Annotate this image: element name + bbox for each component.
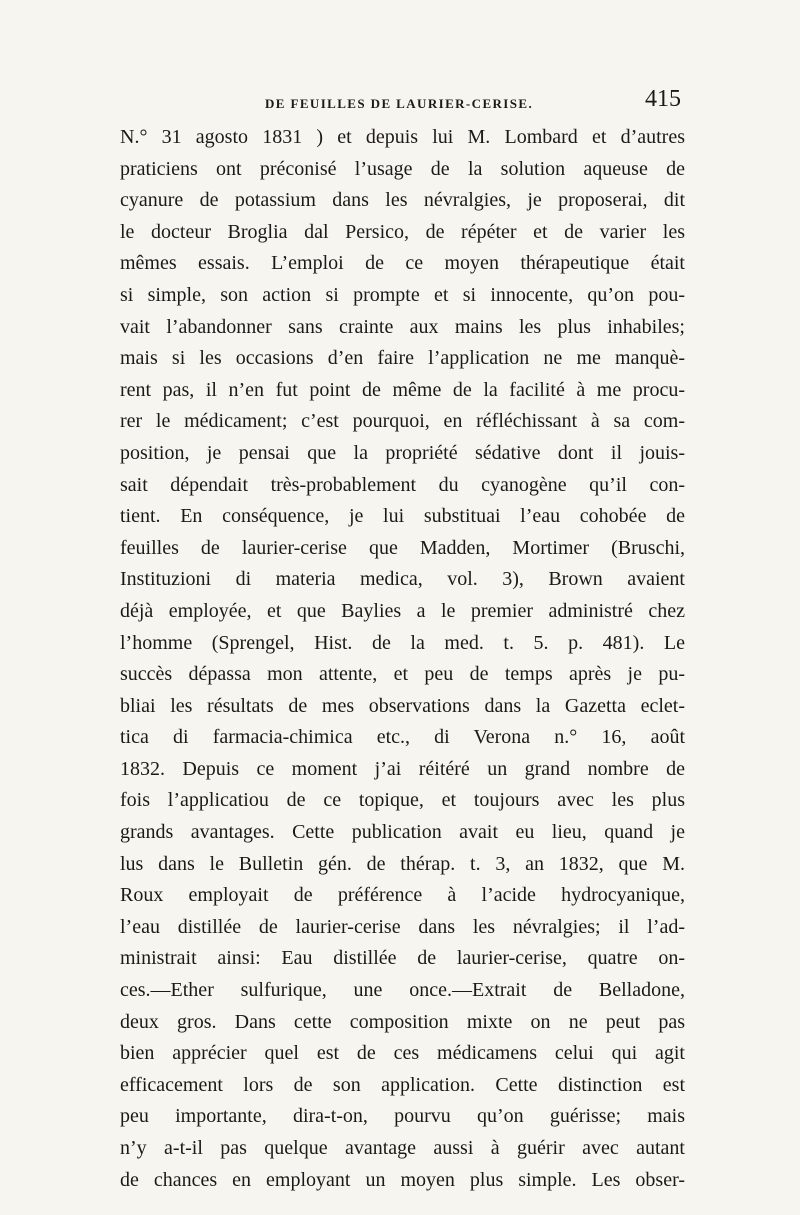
text-line: succès dépassa mon attente, et peu de temps après je pu- xyxy=(120,663,685,686)
text-line: efficacement lors de son application. Cette distinction est xyxy=(120,1073,685,1096)
text-line: lus dans le Bulletin gén. de thérap. t. 3, an 1832, que M. xyxy=(120,852,685,875)
text-line: sait dépendait très-probablement du cyanogène qu’il con- xyxy=(120,473,685,496)
running-title: DE FEUILLES DE LAURIER-CERISE. xyxy=(265,96,534,111)
text-line: feuilles de laurier-cerise que Madden, Mortimer (Bruschi, xyxy=(120,536,685,559)
text-line: fois l’applicatiou de ce topique, et toujours avec les plus xyxy=(120,789,685,812)
text-line: bliai les résultats de mes observations dans la Gazetta eclet- xyxy=(120,694,685,717)
text-line: vait l’abandonner sans crainte aux mains les plus inhabiles; xyxy=(120,315,685,338)
text-line: mêmes essais. L’emploi de ce moyen thérapeutique était xyxy=(120,252,685,275)
text-line: n’y a-t-il pas quelque avantage aussi à guérir avec autant xyxy=(120,1137,685,1159)
text-line: ces.—Ether sulfurique, une once.—Extrait de Belladone, xyxy=(120,979,685,1002)
text-line: bien apprécier quel est de ces médicamens celui qui agit xyxy=(120,1042,685,1065)
page-number: 415 xyxy=(645,86,681,112)
text-line: mais si les occasions d’en faire l’application ne me manquè- xyxy=(120,347,685,370)
text-line: praticiens ont préconisé l’usage de la solution aqueuse de xyxy=(120,157,685,180)
text-line: position, je pensai que la propriété sédative dont il jouis- xyxy=(120,441,685,464)
book-page xyxy=(120,88,685,1196)
running-head xyxy=(120,88,685,122)
text-line: de chances en employant un moyen plus simple. Les obser- xyxy=(120,1168,685,1191)
body-text xyxy=(120,122,685,1196)
text-line: l’homme (Sprengel, Hist. de la med. t. 5. p. 481). Le xyxy=(120,631,685,654)
text-line: 1832. Depuis ce moment j’ai réitéré un grand nombre de xyxy=(120,757,685,780)
text-line: cyanure de potassium dans les névralgies, je proposerai, dit xyxy=(120,189,685,212)
text-line: peu importante, dira-t-on, pourvu qu’on guérisse; mais xyxy=(120,1105,685,1128)
text-line: déjà employée, et que Baylies a le premier administré chez xyxy=(120,599,685,622)
text-line: l’eau distillée de laurier-cerise dans les névralgies; il l’ad- xyxy=(120,915,685,938)
text-line: rent pas, il n’en fut point de même de la facilité à me procu- xyxy=(120,378,685,401)
text-line: tica di farmacia-chimica etc., di Verona n.° 16, août xyxy=(120,726,685,749)
text-line: Roux employait de préférence à l’acide hydrocyanique, xyxy=(120,884,685,907)
text-line: le docteur Broglia dal Persico, de répéter et de varier les xyxy=(120,220,685,243)
text-line: ministrait ainsi: Eau distillée de laurier-cerise, quatre on- xyxy=(120,947,685,970)
text-line: deux gros. Dans cette composition mixte on ne peut pas xyxy=(120,1010,685,1033)
text-line: grands avantages. Cette publication avait eu lieu, quand je xyxy=(120,821,685,844)
text-line: tient. En conséquence, je lui substituai l’eau cohobée de xyxy=(120,505,685,528)
text-line: si simple, son action si prompte et si innocente, qu’on pou- xyxy=(120,283,685,306)
text-line: N.° 31 agosto 1831 ) et depuis lui M. Lombard et d’autres xyxy=(120,126,685,148)
text-line: Instituzioni di materia medica, vol. 3), Brown avaient xyxy=(120,568,685,591)
text-line: rer le médicament; c’est pourquoi, en réfléchissant à sa com- xyxy=(120,410,685,433)
